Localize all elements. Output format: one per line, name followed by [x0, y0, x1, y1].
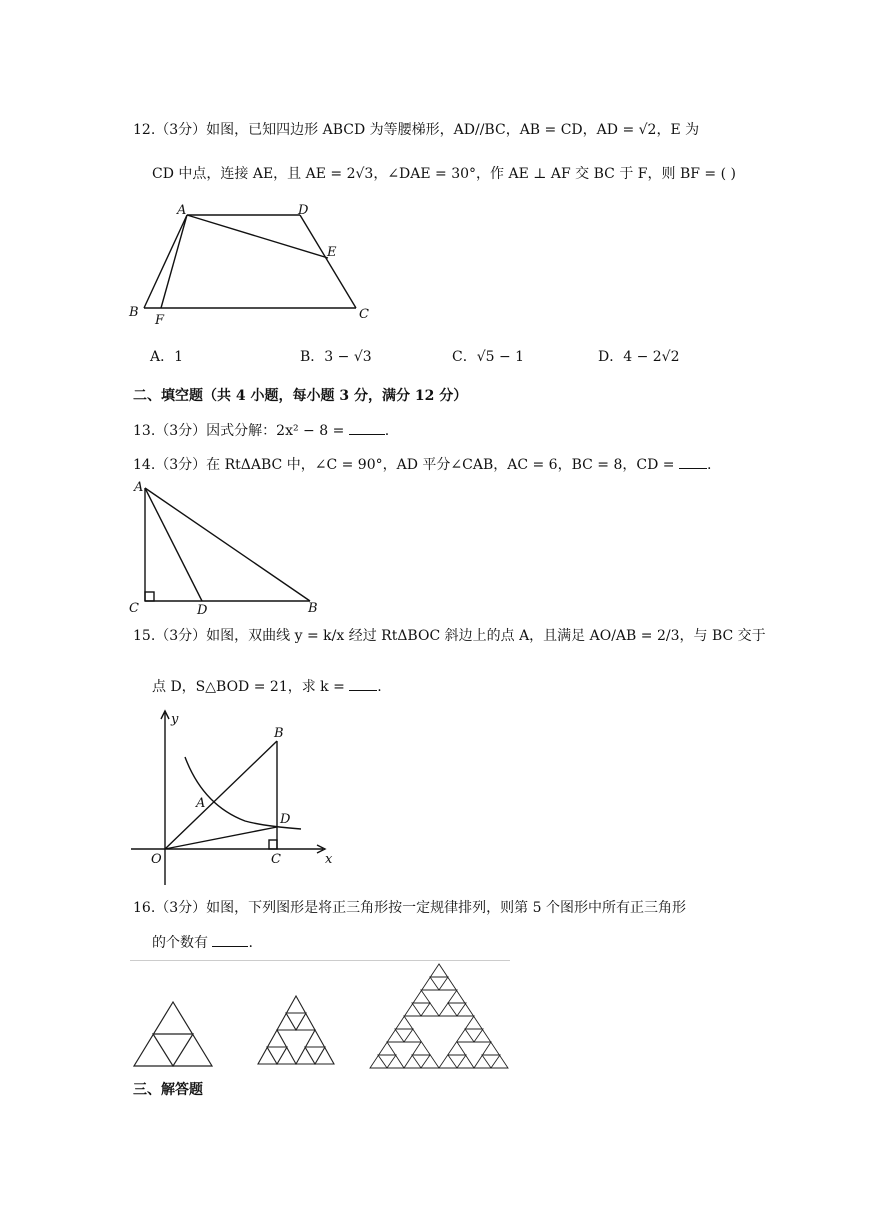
q16-line1: 16.（3分）如图，下列图形是将正三角形按一定规律排列，则第 5 个图形中所有正三角形 — [133, 900, 686, 916]
label-A: A — [134, 480, 144, 495]
label-O: O — [151, 852, 162, 867]
q16-line2: 的个数有 . — [152, 932, 253, 953]
q13-text: 13.（3分）因式分解：2x² − 8 = . — [133, 420, 389, 441]
label-A: A — [196, 796, 206, 811]
q12-line2: CD 中点，连接 AE，且 AE = 2√3，∠DAE = 30°，作 AE ⊥ AF 交 BC 于 F，则 BF = ( ) — [152, 166, 736, 182]
triangle-pattern-1 — [130, 998, 216, 1070]
label-C: C — [359, 307, 369, 322]
q12-line1: 12.（3分）如图，已知四边形 ABCD 为等腰梯形，AD//BC，AB = CD，AD = √2，E 为 — [133, 122, 700, 138]
label-A: A — [177, 203, 187, 218]
q14-blank — [679, 454, 707, 469]
label-B: B — [274, 726, 284, 741]
triangle-pattern-3 — [364, 960, 514, 1072]
section-3-title: 三、解答题 — [133, 1082, 203, 1098]
hyperbola-figure — [125, 705, 345, 890]
section-2-title: 二、填空题（共 4 小题，每小题 3 分，满分 12 分） — [133, 388, 468, 404]
q15-line2: 点 D，S△BOD = 21，求 k = . — [152, 676, 382, 697]
q12-option-b: B．3 − √3 — [300, 349, 372, 365]
q13-blank — [349, 420, 385, 435]
label-x: x — [325, 852, 333, 867]
label-B: B — [129, 305, 139, 320]
label-C: C — [129, 601, 139, 616]
q12-option-d: D．4 − 2√2 — [598, 349, 680, 365]
label-B: B — [308, 601, 318, 616]
triangle-pattern-2 — [254, 992, 338, 1070]
q15-blank — [349, 676, 377, 691]
label-E: E — [327, 245, 337, 260]
q12-option-a: A．1 — [150, 349, 184, 365]
trapezoid-figure — [125, 198, 385, 330]
q14-text: 14.（3分）在 RtΔABC 中，∠C = 90°，AD 平分∠CAB，AC = 6，BC = 8，CD = . — [133, 454, 711, 475]
label-D: D — [298, 203, 309, 218]
q12-option-c: C．√5 − 1 — [452, 349, 525, 365]
label-D: D — [280, 812, 291, 827]
label-D: D — [197, 603, 208, 618]
right-triangle-figure — [125, 478, 335, 618]
label-C: C — [271, 852, 281, 867]
q16-blank — [212, 932, 248, 947]
label-y: y — [171, 712, 179, 727]
label-F: F — [155, 313, 165, 328]
q15-line1: 15.（3分）如图，双曲线 y = k/x 经过 RtΔBOC 斜边上的点 A，且满足 AO/AB = 2/3，与 BC 交于 — [133, 628, 766, 644]
